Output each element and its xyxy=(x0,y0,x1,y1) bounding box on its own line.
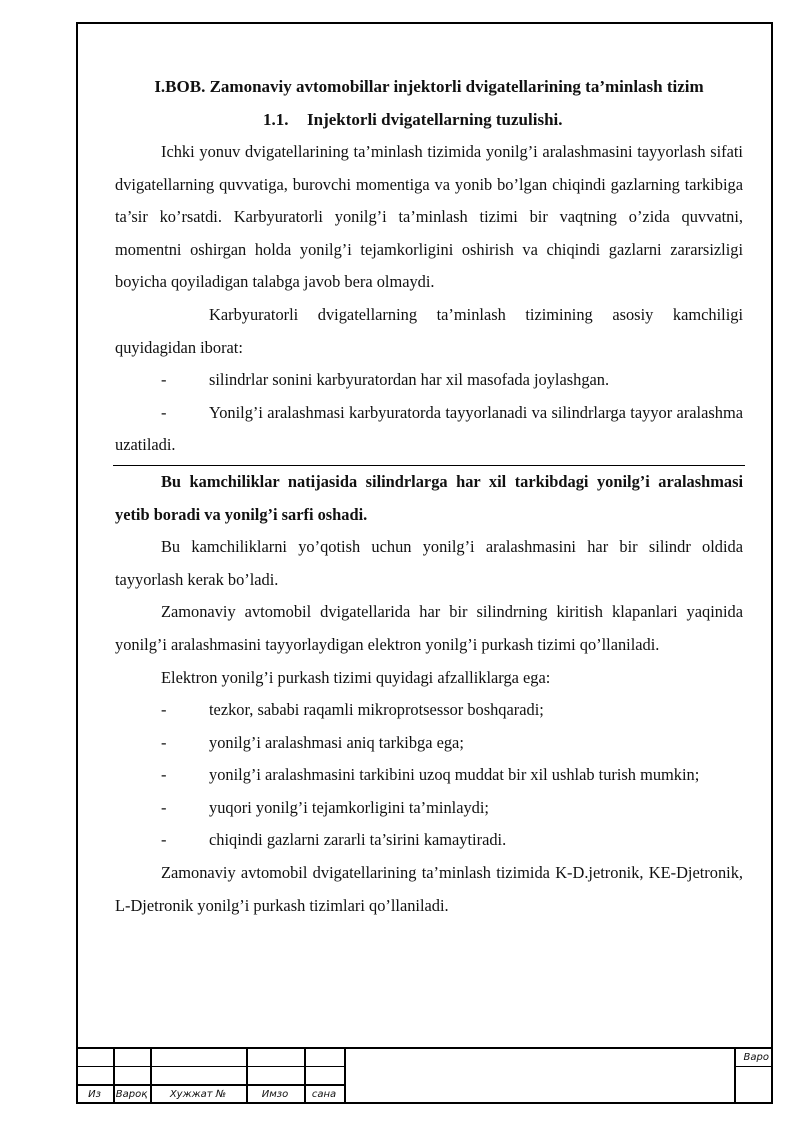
section-heading xyxy=(115,103,743,136)
list-item-text: silindrlar sonini karbyuratordan har xil masofada joylashgan. xyxy=(209,370,610,390)
paragraph-bold: Bu kamchiliklar natijasida silindrlarga har xil tarkibdagi yonilg’i aralashmasi yetib boradi va yonilg’i sarfi oshadi. xyxy=(115,471,743,524)
list-item xyxy=(115,694,743,727)
list-item xyxy=(115,727,743,760)
list-marker: - xyxy=(161,700,167,720)
list-item-text: yuqori yonilg’i tejamkorligini ta’minlaydi; xyxy=(209,797,489,817)
list-item xyxy=(115,824,743,857)
paragraph: Elektron yonilg’i purkash tizimi quyidagi afzalliklarga ega: xyxy=(161,667,551,687)
title-block-col-line xyxy=(344,1047,346,1104)
list-marker: - xyxy=(161,370,167,390)
list-marker: - xyxy=(161,765,167,785)
list-item xyxy=(115,792,743,825)
paragraph: Bu kamchiliklarni yo’qotish uchun yonilg’i aralashmasini har bir silindr oldida tayyorlash kerak bo’ladi. xyxy=(115,537,743,589)
list-marker: - xyxy=(161,830,167,850)
sheet-label: Варо xyxy=(743,1052,769,1063)
title-block-col-line xyxy=(734,1047,736,1104)
list-marker: - xyxy=(161,402,167,422)
label-hujjat: Хужжат № xyxy=(169,1089,227,1100)
paragraph: Ichki yonuv dvigatellarining ta’minlash tizimida yonilg’i aralashmasini tayyorlash sifati dvigatellarning quvvatiga, burovchi momentiga va yonib bo’lgan chiqindi gazlarning tarkibiga ta’sir ko’rsatdi. Karbyuratorli yonilg’i ta’minlash tizimi bir vaqtning o’zida quvvatni, momentni oshirgan holda yonilg’i tejamkorligini oshirish va chiqindi gazlarni zararsizligi boyicha qoyiladigan talabga javob bera olmaydi. xyxy=(115,142,743,292)
section-number: 1.1. xyxy=(263,110,289,129)
title-block-top-border xyxy=(76,1047,773,1049)
list-item-text: yonilg’i aralashmasini tarkibini uzoq muddat bir xil ushlab turish mumkin; xyxy=(209,765,700,785)
paragraph: Karbyuratorli dvigatellarning ta’minlash tizimining asosiy kamchiligi quyidagidan iborat: xyxy=(115,304,743,357)
list-item-text: Yonilg’i aralashmasi karbyuratorda tayyorlanadi va silindrlarga tayyor aralashma uzatiladi. xyxy=(115,402,743,455)
title-block xyxy=(76,1047,773,1104)
title-block-sheet-line xyxy=(734,1066,773,1067)
list-item xyxy=(115,364,743,397)
list-item xyxy=(115,759,743,792)
list-item-text: chiqindi gazlarni zararli ta’sirini kamaytiradi. xyxy=(209,830,507,850)
paragraph: Zamonaviy avtomobil dvigatellarining ta’minlash tizimida K-D.jetronik, KE-Djetronik, L-Djetronik yonilg’i purkash tizimlari qo’llaniladi. xyxy=(115,863,743,915)
document-body xyxy=(115,70,743,922)
list-marker: - xyxy=(161,732,167,752)
label-varoq: Вароқ xyxy=(115,1089,148,1100)
section-title: Injektorli dvigatellarning tuzulishi. xyxy=(307,110,563,129)
paragraph: Zamonaviy avtomobil dvigatellarida har bir silindrning kiritish klapanlari yaqinida yonilg’i aralashmasini tayyorlaydigan elektron yonilg’i purkash tizimi qo’llaniladi. xyxy=(115,602,743,654)
list-item-text: yonilg’i aralashmasi aniq tarkibga ega; xyxy=(209,732,464,752)
label-iz: Из xyxy=(88,1089,101,1100)
list-item-text: tezkor, sababi raqamli mikroprotsessor boshqaradi; xyxy=(209,700,544,720)
label-sana: сана xyxy=(311,1089,337,1100)
chapter-heading: I.BOB. Zamonaviy avtomobillar injektorli dvigatellarining ta’minlash tizim xyxy=(154,77,704,96)
list-item xyxy=(115,397,743,462)
list-marker: - xyxy=(161,797,167,817)
label-imzo: Имзо xyxy=(261,1089,289,1100)
